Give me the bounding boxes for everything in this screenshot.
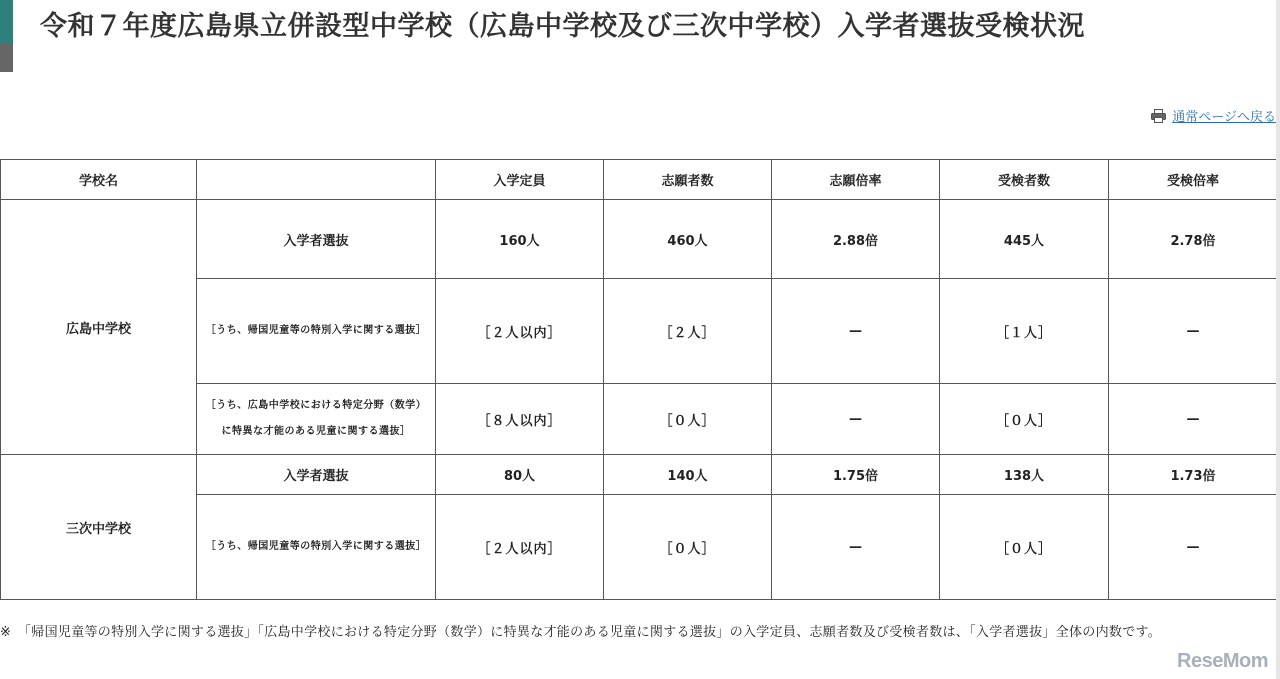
selection-type-cell: ［うち、帰国児童等の特別入学に関する選抜］ <box>197 495 436 600</box>
capacity-cell: 80人 <box>436 455 604 495</box>
examinees-cell: 445人 <box>940 200 1109 279</box>
exam-ratio-cell: — <box>1109 384 1278 455</box>
school-name-cell: 広島中学校 <box>1 200 197 455</box>
examinees-cell: 138人 <box>940 455 1109 495</box>
accent-bar-top <box>0 0 13 44</box>
application-ratio-cell: — <box>772 495 940 600</box>
header-application-ratio: 志願倍率 <box>772 160 940 200</box>
header-selection-type <box>197 160 436 200</box>
exam-ratio-cell: — <box>1109 279 1278 384</box>
applicants-cell: ［２人］ <box>604 279 772 384</box>
application-ratio-cell: 2.88倍 <box>772 200 940 279</box>
selection-type-cell: 入学者選抜 <box>197 200 436 279</box>
printer-icon <box>1151 109 1166 123</box>
capacity-cell: ［２人以内］ <box>436 495 604 600</box>
examinees-cell: ［０人］ <box>940 384 1109 455</box>
header-examinees: 受検者数 <box>940 160 1109 200</box>
capacity-cell: 160人 <box>436 200 604 279</box>
table-header-row <box>1 160 1278 200</box>
school-name-cell: 三次中学校 <box>1 455 197 600</box>
selection-type-cell: 入学者選抜 <box>197 455 436 495</box>
page-title: 令和７年度広島県立併設型中学校（広島中学校及び三次中学校）入学者選抜受検状況 <box>40 11 1085 42</box>
capacity-cell: ［８人以内］ <box>436 384 604 455</box>
applicants-cell: 460人 <box>604 200 772 279</box>
resemom-watermark-logo: ReseMom <box>1177 650 1268 672</box>
application-ratio-cell: — <box>772 384 940 455</box>
table-row <box>1 200 1278 279</box>
header-applicants: 志願者数 <box>604 160 772 200</box>
back-to-normal-page-link[interactable] <box>1151 106 1276 125</box>
examinees-cell: ［１人］ <box>940 279 1109 384</box>
applicants-cell: 140人 <box>604 455 772 495</box>
header-exam-ratio: 受検倍率 <box>1109 160 1278 200</box>
exam-ratio-cell: — <box>1109 495 1278 600</box>
selection-type-cell: ［うち、帰国児童等の特別入学に関する選抜］ <box>197 279 436 384</box>
applicants-cell: ［０人］ <box>604 384 772 455</box>
application-ratio-cell: — <box>772 279 940 384</box>
table-row <box>1 455 1278 495</box>
header-school-name: 学校名 <box>1 160 197 200</box>
examinees-cell: ［０人］ <box>940 495 1109 600</box>
selection-type-cell: ［うち、広島中学校における特定分野（数学）に特異な才能のある児童に関する選抜］ <box>197 384 436 455</box>
back-link-label[interactable]: 通常ページへ戻る <box>1172 110 1276 125</box>
page-scrollbar[interactable] <box>1276 0 1280 679</box>
exam-ratio-cell: 2.78倍 <box>1109 200 1278 279</box>
capacity-cell: ［２人以内］ <box>436 279 604 384</box>
exam-ratio-cell: 1.73倍 <box>1109 455 1278 495</box>
application-ratio-cell: 1.75倍 <box>772 455 940 495</box>
header-capacity: 入学定員 <box>436 160 604 200</box>
title-accent-bar <box>0 0 13 72</box>
applicants-cell: ［０人］ <box>604 495 772 600</box>
accent-bar-bottom <box>0 44 13 72</box>
exam-status-table <box>0 159 1278 600</box>
footnote: ※ 「帰国児童等の特別入学に関する選抜」「広島中学校における特定分野（数学）に特異な才能のある児童に関する選抜」の入学定員、志願者数及び受検者数は、「入学者選抜」全体の内数です。 <box>0 625 1162 640</box>
